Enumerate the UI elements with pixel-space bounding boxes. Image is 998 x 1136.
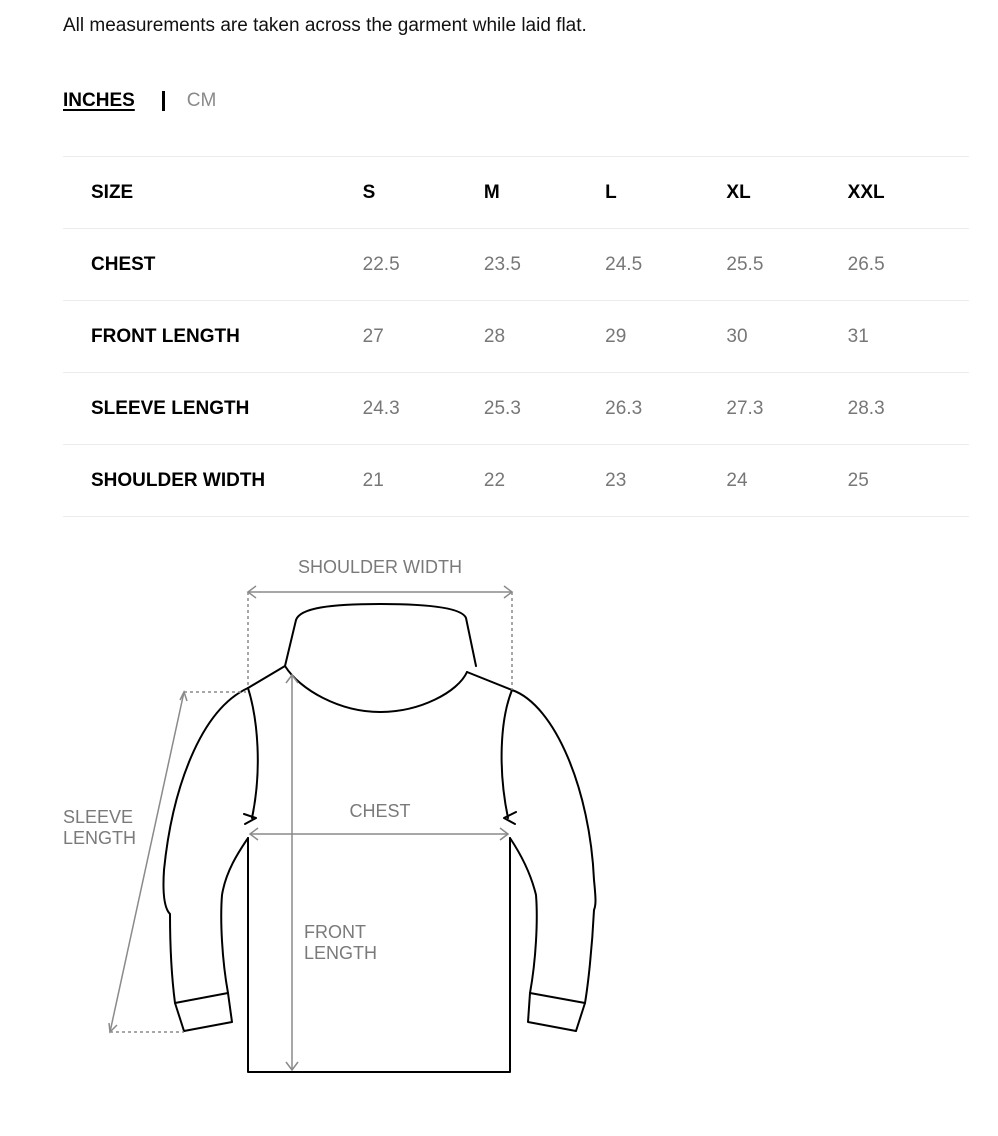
table-cell: 27 bbox=[362, 325, 384, 347]
table-cell: 28.3 bbox=[847, 397, 885, 419]
table-cell: 24.5 bbox=[605, 253, 643, 275]
table-cell: 31 bbox=[847, 325, 869, 347]
table-cell: 26.3 bbox=[605, 397, 643, 419]
table-cell: 23.5 bbox=[483, 253, 521, 275]
unit-inches-tab[interactable]: INCHES bbox=[63, 90, 135, 111]
shoulder-width-label: SHOULDER WIDTH bbox=[297, 557, 463, 577]
table-row-front-length bbox=[63, 301, 969, 373]
sleeve-length-label-line1: SLEEVE bbox=[63, 807, 134, 827]
unit-separator bbox=[162, 91, 165, 111]
front-length-label-line2: LENGTH bbox=[304, 943, 378, 963]
table-cell: 24.3 bbox=[362, 397, 400, 419]
table-row-chest bbox=[63, 229, 969, 301]
unit-cm-tab[interactable]: CM bbox=[186, 90, 217, 111]
table-cell: 22.5 bbox=[362, 253, 400, 275]
table-cell: 22 bbox=[483, 469, 506, 491]
size-header-cell: S bbox=[362, 181, 376, 203]
table-cell: 30 bbox=[726, 325, 748, 347]
row-label: SHOULDER WIDTH bbox=[91, 469, 266, 491]
table-cell: 25 bbox=[847, 469, 869, 491]
measurement-note: All measurements are taken across the garment while laid flat. bbox=[63, 15, 587, 36]
table-cell: 26.5 bbox=[847, 253, 885, 275]
size-header-cell: L bbox=[605, 181, 617, 203]
table-header-row bbox=[63, 157, 969, 229]
row-label: FRONT LENGTH bbox=[91, 325, 240, 347]
hoodie-outline bbox=[163, 604, 595, 1072]
size-header-cell: M bbox=[483, 181, 500, 203]
size-header-cell: XL bbox=[726, 181, 751, 203]
table-row-sleeve-length bbox=[63, 373, 969, 445]
chest-label: CHEST bbox=[349, 801, 411, 821]
size-header-cell: XXL bbox=[847, 181, 885, 203]
table-row-shoulder-width bbox=[63, 445, 969, 517]
table-cell: 29 bbox=[605, 325, 627, 347]
table-cell: 28 bbox=[483, 325, 506, 347]
table-cell: 24 bbox=[726, 469, 748, 491]
table-cell: 27.3 bbox=[726, 397, 764, 419]
table-cell: 25.3 bbox=[483, 397, 521, 419]
front-length-label-line1: FRONT bbox=[304, 922, 366, 942]
row-label: SLEEVE LENGTH bbox=[91, 397, 250, 419]
unit-toggle bbox=[63, 88, 216, 114]
row-label: CHEST bbox=[91, 253, 156, 275]
table-cell: 21 bbox=[362, 469, 384, 491]
size-chart-table bbox=[63, 156, 969, 517]
size-header-label: SIZE bbox=[91, 181, 134, 203]
table-cell: 23 bbox=[605, 469, 627, 491]
table-cell: 25.5 bbox=[726, 253, 764, 275]
sleeve-length-label-line2: LENGTH bbox=[63, 828, 137, 848]
hoodie-measurement-diagram bbox=[0, 540, 998, 1120]
